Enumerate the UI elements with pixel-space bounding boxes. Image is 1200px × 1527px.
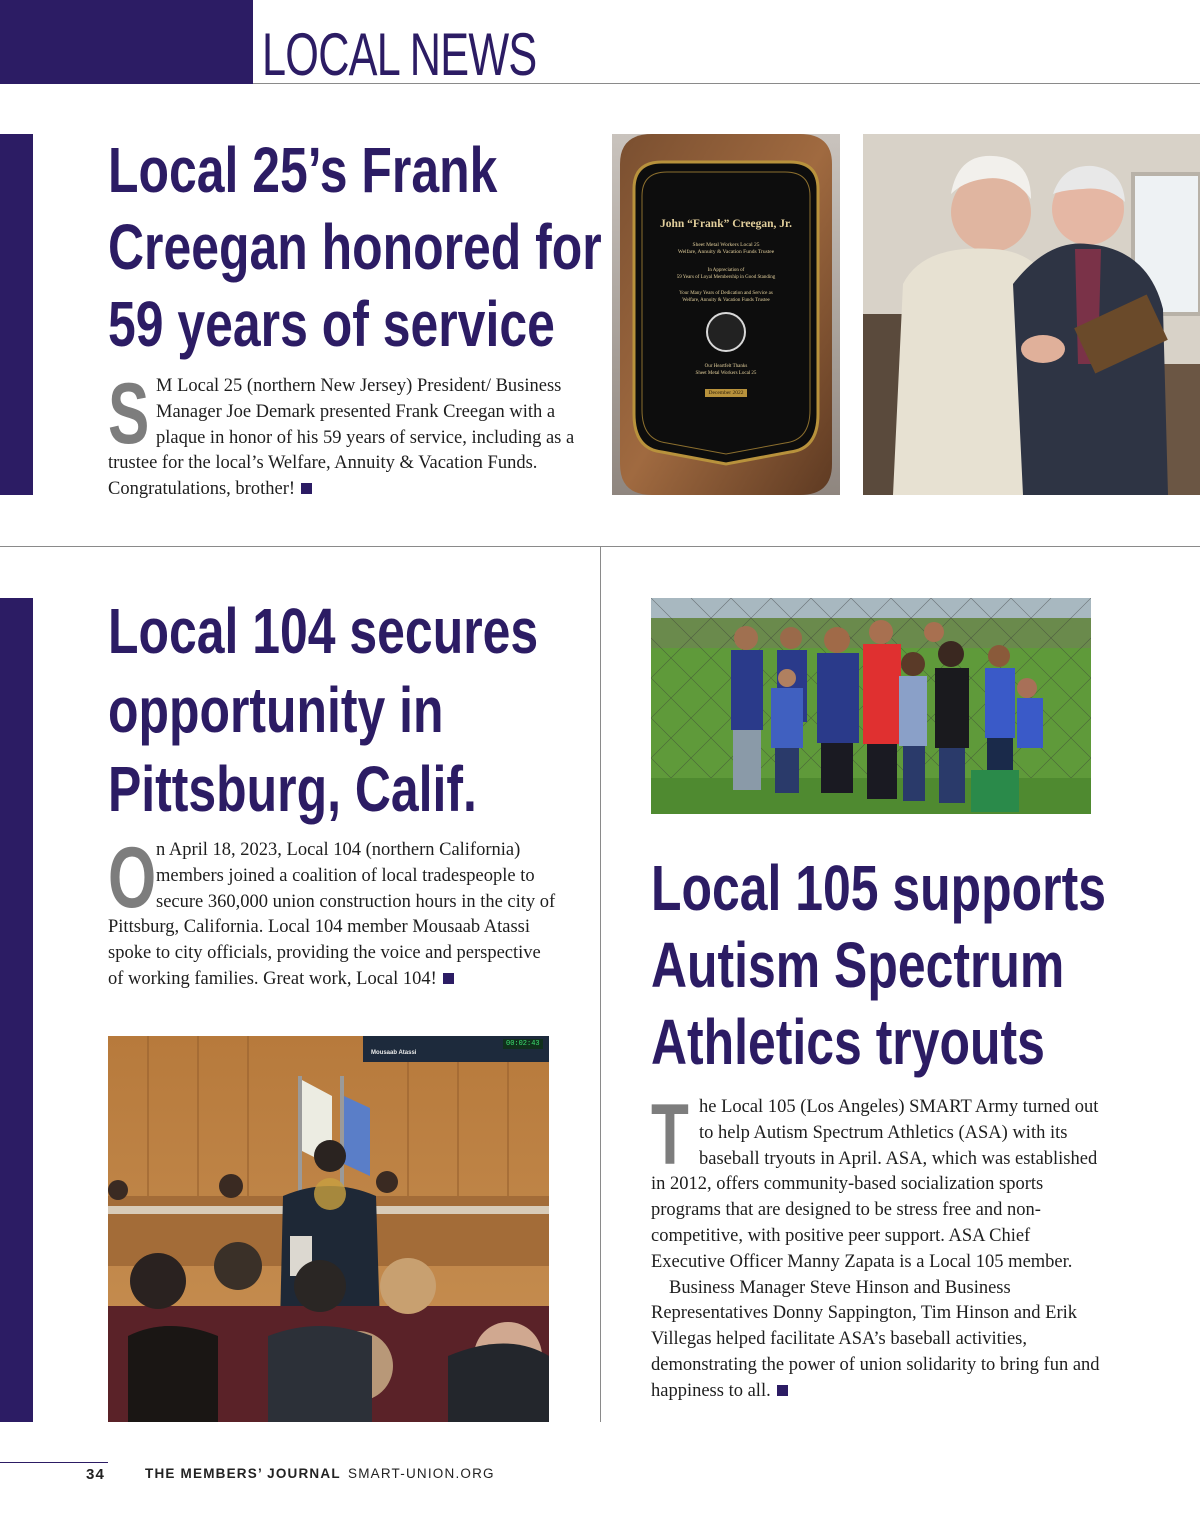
end-mark-icon bbox=[301, 483, 312, 494]
plaque-photo bbox=[612, 134, 840, 495]
end-mark-icon bbox=[443, 973, 454, 984]
footer-rule bbox=[0, 1462, 108, 1463]
article-body bbox=[108, 830, 558, 993]
plaque-text: Welfare, Annuity & Vacation Funds Trustee bbox=[682, 297, 770, 303]
article-accent-bar bbox=[0, 134, 33, 495]
article-headline bbox=[108, 592, 538, 829]
plaque-date: December 2022 bbox=[705, 389, 748, 397]
headline-line: Creegan honored for bbox=[108, 211, 602, 283]
column-divider bbox=[600, 547, 601, 1422]
headline-line: opportunity in bbox=[108, 674, 444, 746]
end-mark-icon bbox=[777, 1385, 788, 1396]
article-headline bbox=[108, 132, 602, 363]
page-number: 34 bbox=[86, 1466, 106, 1483]
headline-line: Autism Spectrum bbox=[651, 929, 1065, 1001]
screen-caption: Mousaab Atassi bbox=[371, 1050, 417, 1056]
headline-line: Athletics tryouts bbox=[651, 1006, 1045, 1078]
journal-name: THE MEMBERS’ JOURNAL bbox=[145, 1466, 341, 1481]
section-title-light: NEWS bbox=[409, 21, 537, 88]
article-text: he Local 105 (Los Angeles) SMART Army turned out to help Autism Spectrum Athletics (ASA) with its baseball tryouts in April. ASA, which was established in 2012, offers community-based socialization sports programs that are designed to be stress free and non-competitive, with positive peer support. ASA Chief Executive Officer Manny Zapata is a Local 105 member. bbox=[651, 1097, 1099, 1272]
section-title bbox=[262, 21, 537, 88]
plaque-text: Sheet Metal Workers Local 25 bbox=[692, 242, 760, 248]
plaque-text: In Appreciation of bbox=[707, 268, 745, 273]
plaque-text: Welfare, Annuity & Vacation Funds Trustee bbox=[677, 249, 775, 255]
screen-timer: 00:02:43 bbox=[503, 1039, 543, 1049]
article-text: Business Manager Steve Hinson and Business Representatives Donny Sappington, Tim Hinson and Erik Villegas helped facilitate ASA’s baseball activities, demonstrating the power of union solidarity to bring fun and happiness to all. bbox=[651, 1277, 1100, 1401]
website-url: SMART-UNION.ORG bbox=[348, 1466, 495, 1481]
plaque-text: 59 Years of Loyal Membership in Good Standing bbox=[676, 274, 776, 280]
handshake-photo bbox=[863, 134, 1200, 495]
drop-cap: O bbox=[108, 830, 157, 926]
article-headline bbox=[651, 850, 1106, 1081]
section-title-bold: LOCAL bbox=[262, 21, 399, 88]
plaque-text: Our Heartfelt Thanks bbox=[704, 364, 748, 369]
team-photo bbox=[651, 598, 1091, 814]
article-accent-bar bbox=[0, 598, 33, 1422]
headline-line: Pittsburg, Calif. bbox=[108, 753, 477, 825]
article-text: M Local 25 (northern New Jersey) President/ Business Manager Joe Demark presented Frank Creegan with a plaque in honor of his 59 years of service, including as a trustee for the local’s Welfare, Annuity & Vacation Funds. Congratulations, brother! bbox=[108, 376, 575, 500]
plaque-seal-icon bbox=[706, 312, 746, 352]
plaque-name: John “Frank” Creegan, Jr. bbox=[660, 218, 792, 230]
header-color-block bbox=[0, 0, 253, 84]
headline-line: 59 years of service bbox=[108, 288, 555, 360]
article-body bbox=[108, 366, 584, 503]
plaque-text: Your Many Years of Dedication and Service as bbox=[679, 291, 773, 296]
article-text: n April 18, 2023, Local 104 (northern California) members joined a coalition of local tradespeople to secure 360,000 union construction hours in the city of Pittsburg, California. Local 104 member Mousaab Atassi spoke to city officials, providing the voice and perspective of working families. Great work, Local 104! bbox=[108, 840, 556, 989]
headline-line: Local 104 secures bbox=[108, 595, 539, 667]
headline-line: Local 25’s Frank bbox=[108, 134, 498, 206]
council-meeting-photo bbox=[108, 1036, 549, 1422]
drop-cap: S bbox=[108, 366, 150, 462]
drop-cap: T bbox=[651, 1087, 689, 1183]
article-body bbox=[651, 1087, 1101, 1405]
headline-line: Local 105 supports bbox=[651, 852, 1106, 924]
plaque-text: Sheet Metal Workers Local 25 bbox=[695, 370, 757, 376]
